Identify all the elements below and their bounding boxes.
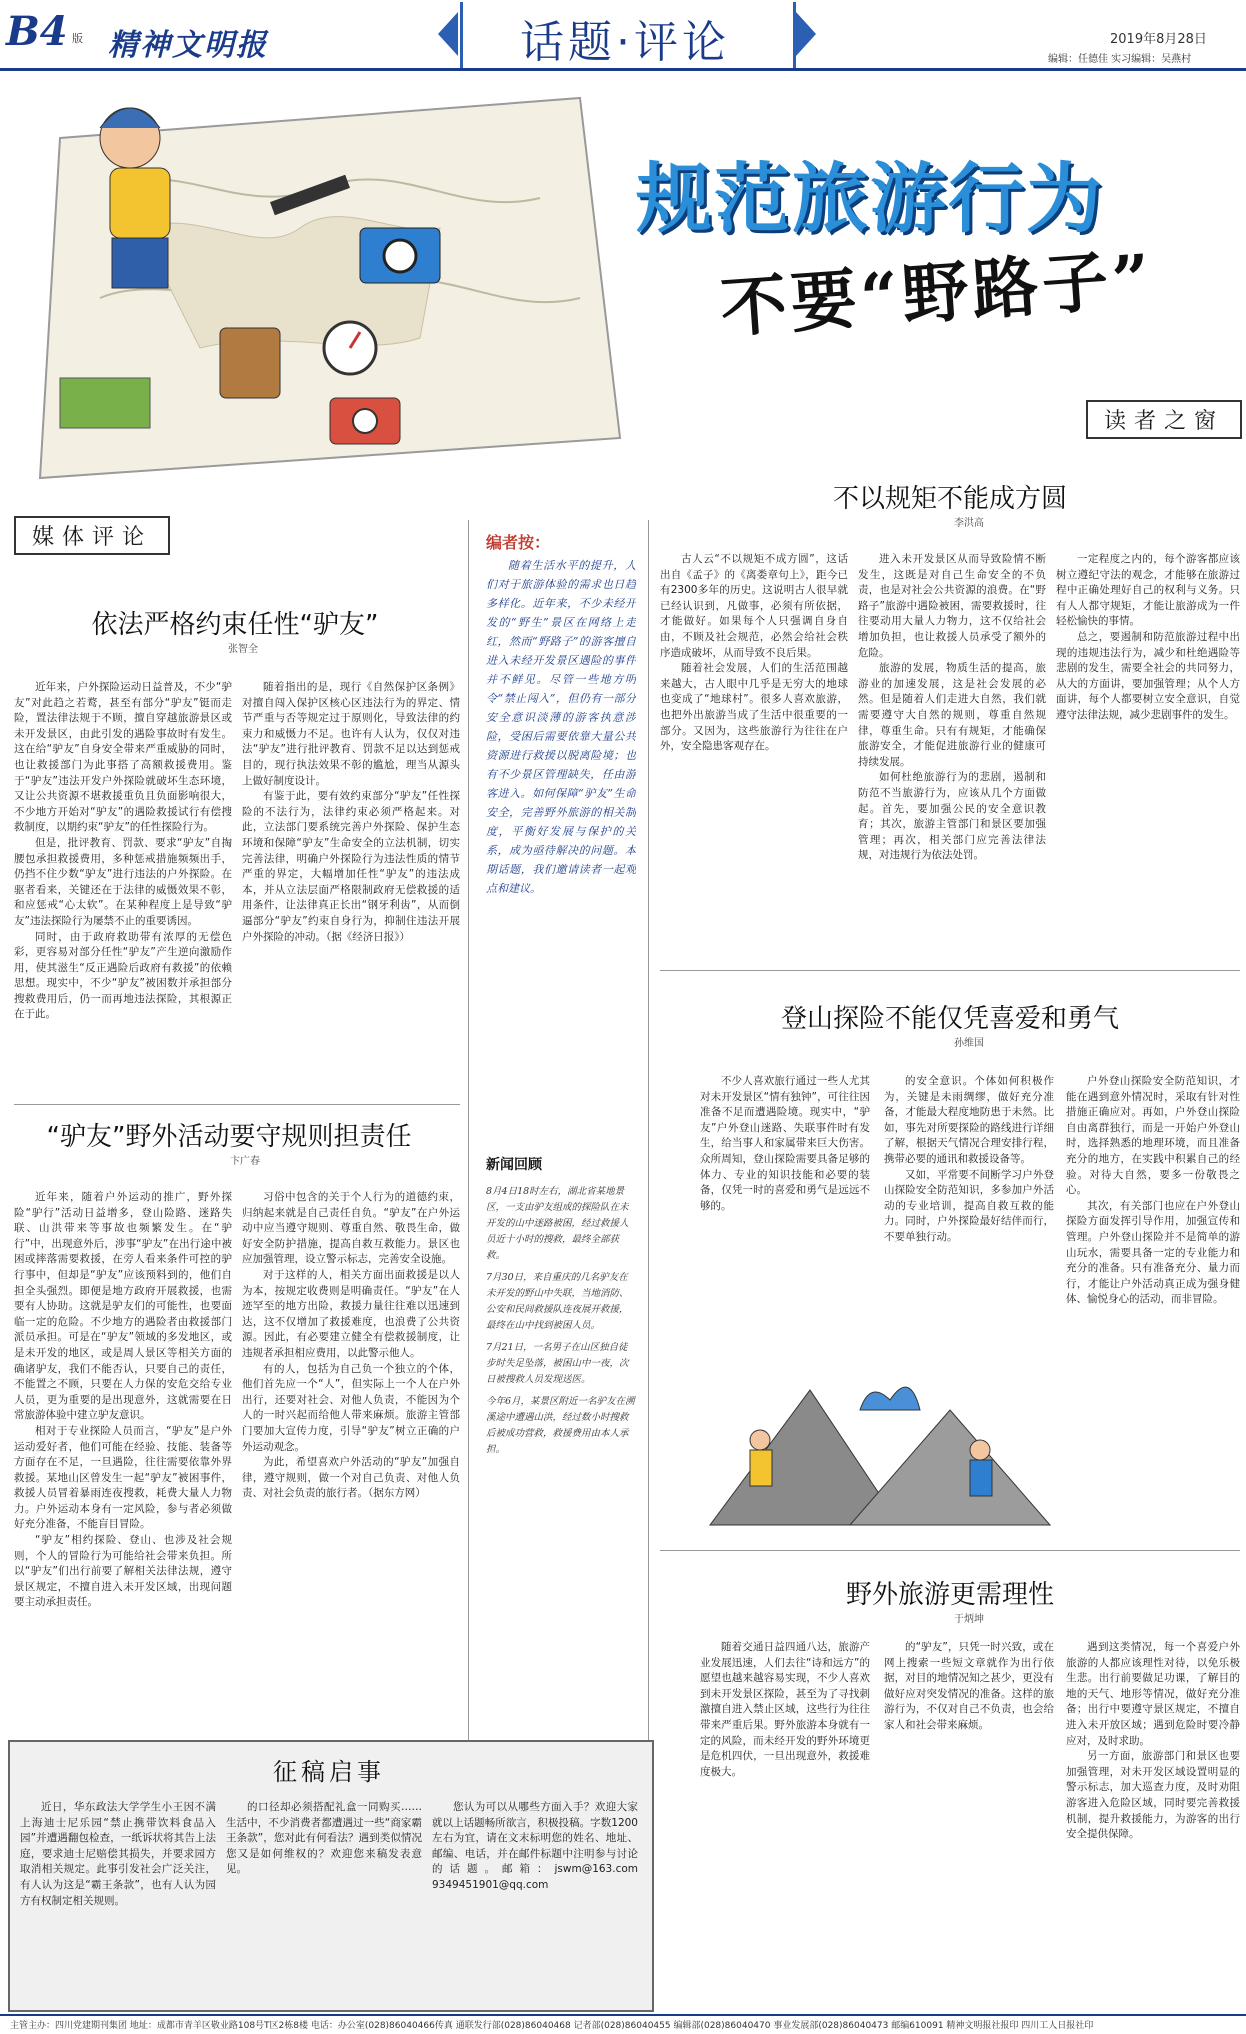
media-review-label: 媒体评论 (14, 516, 170, 555)
article5-column-2 (884, 1640, 1054, 2000)
paragraph: 随着社会发展，人们的生活范围越来越大，古人眼中几乎是无穷大的地球也变成了“地球村”。很多人喜欢旅游，也把外出旅游当成了生活中很重要的一部分。又因为，这些旅游行为往往在户外，安全隐患客观存在。 (660, 662, 848, 753)
banner-arrow-left (438, 12, 458, 56)
divider (660, 1550, 1240, 1551)
article1-title: 依法严格约束任性“驴友” (91, 610, 379, 640)
article1-author: 张智全 (228, 644, 258, 655)
article4-column-2 (884, 1074, 1054, 1344)
paragraph: 的安全意识。个体如何积极作为，关键是未雨绸缪，做好充分准备，才能最大程度地防患于未然。比如，事先对所要探险的路线进行详细了解，根据天气情况合理安排行程，携带必要的通讯和救援设备等。 (884, 1075, 1054, 1165)
paragraph: 如何杜绝旅游行为的悲剧，遏制和防范不当旅游行为，应该从几个方面做起。首先，要加强公民的安全意识教育；其次，旅游主管部门和景区要加强管理；再次，相关部门应完善法律法规，对违规行为依法处罚。 (858, 771, 1046, 862)
paragraph: 习俗中包含的关于个人行为的道德约束，归纳起来就是自己责任自负。“驴友”在户外运动中应当遵守规则、尊重自然、敬畏生命，做好安全防护措施，提高自救互救能力。景区也应加强管理，设立警示标志，完善安全设施。 (242, 1191, 460, 1266)
article1-column-left (14, 680, 232, 1098)
divider (660, 970, 1240, 971)
paragraph: 总之，要遏制和防范旅游过程中出现的违规违法行为，减少和杜绝遇险等悲剧的发生，需要全社会的共同努力，从大的方面讲，要加强管理；从个人方面讲，每个人都要树立安全意识，自觉遵守法律法规，减少悲剧事件的发生。 (1056, 630, 1240, 721)
banner-arrow-right (796, 12, 816, 56)
article4-column-3 (1066, 1074, 1240, 1544)
paragraph: 对于这样的人，相关方面出面救援是以人为本，按规定收费则是明确责任。“驴友”在人迹罕至的地方出险，救援力量往往难以迅速到达，这不仅增加了救援难度，也浪费了公共资源。因此，有必要建立健全有偿救援制度，让违规者承担相应费用，以此警示他人。 (242, 1268, 460, 1359)
call-column-3 (432, 1800, 638, 2000)
call-title: 征稿启事 (273, 1758, 385, 1786)
call-column-1 (20, 1800, 216, 2000)
article5-author: 于炳坤 (954, 1614, 984, 1625)
article2-column-left (14, 1190, 232, 1810)
footer-rule (0, 2014, 1246, 2016)
paragraph: “驴友”相约探险、登山、也涉及社会规则，个人的冒险行为可能给社会带来负担。所以“驴友”们出行前要了解相关法律法规，遵守景区规定，不擅自进入未开发区域，出现问题要主动承担责任。 (14, 1534, 232, 1609)
news-flash-label: 新闻回顾 (486, 1157, 542, 1173)
divider (468, 520, 469, 1810)
article3-author: 李洪高 (954, 518, 984, 529)
article3-column-2 (858, 552, 1046, 962)
paragraph: 户外登山探险安全防范知识，才能在遇到意外情况时，采取有针对性措施正确应对。再如，户外登山探险自由离群独行，而是一开始户外登山时，选择熟悉的地理环境，而且准备充分的地方，在实践中积累自己的经验。对待大自然，要多一份敬畏之心。 (1066, 1075, 1240, 1197)
article2-title: “驴友”野外活动要守规则担责任 (46, 1122, 412, 1152)
paragraph: 为此，希望喜欢户外活动的“驴友”加强自律，遵守规则，做一个对自己负责、对他人负责、对社会负责的旅行者。（据东方网） (242, 1456, 460, 1500)
section-title: 话题·评论 (520, 17, 730, 68)
article5-column-1 (700, 1640, 870, 2000)
divider (14, 1104, 460, 1105)
article2-author: 卞广春 (230, 1156, 260, 1167)
feature-subtitle: 不要“野路子” (718, 238, 1157, 348)
paragraph: 的“驴友”，只凭一时兴致，或在网上搜索一些短文章就作为出行依据，对目的地情况知之甚少，更没有做好应对突发情况的准备。这样的旅游行为，不仅对自己不负责，也会给家人和社会带来麻烦。 (884, 1641, 1054, 1731)
page-suffix: 版 (72, 32, 83, 45)
news-flash-item: 8月4日18时左右，湖北省某地景区，一支由驴友组成的探险队在未开发的山中迷路被困，经过救援人员近十小时的搜救，最终全部获救。 (486, 1186, 629, 1261)
page-number: B4 (6, 8, 68, 55)
call-column-2 (226, 1800, 422, 2000)
editor-note-text: 随着生活水平的提升，人们对于旅游体验的需求也日趋多样化。近年来，不少未经开发的“野生”景区在网络上走红，然而“野路子”的游客擅自进入未经开发景区遇险的事件并不鲜见。尽管一些地方明令“禁止闯入”，但仍有一部分安全意识淡薄的游客执意涉险，受困后需要依靠大量公共资源进行救援以脱离险境；也有不少景区管理缺失，任由游客进入。如何保障“驴友”生命安全，完善野外旅游的相关制度，平衡好发展与保护的关系，成为亟待解决的问题。本期话题，我们邀请读者一起观点和建议。 (486, 559, 636, 895)
paper-name: 精神文明报 (108, 28, 268, 63)
paragraph: 随着指出的是，现行《自然保护区条例》对擅自闯入保护区核心区违法行为的界定、情节严重与否等规定过于原则化，导致法律的约束力和威慑力不足。也许有人认为，仅仅对违法“驴友”进行批评教育、罚款不足以达到惩戒目的，现行执法效果不彰的尴尬，理当从源头上做好制度设计。 (242, 681, 460, 787)
paragraph: 近日，华东政法大学学生小王因不满上海迪士尼乐园“禁止携带饮料食品入园”并遭遇翻包检查，一纸诉状将其告上法庭，要求迪士尼赔偿其损失，并要求园方取消相关规定。此事引发社会广泛关注，有人认为这是“霸王条款”，也有人认为园方有权制定相关规则。 (20, 1801, 216, 1907)
paragraph: 另一方面，旅游部门和景区也要加强管理，对未开发区域设置明显的警示标志，加大巡查力度，及时劝阻游客进入危险区域，同时要完善救援机制，提升救援能力，为游客的出行安全提供保障。 (1066, 1750, 1240, 1841)
article4-title: 登山探险不能仅凭喜爱和勇气 (780, 1004, 1119, 1034)
divider (648, 520, 649, 1810)
page-footer: 主管主办：四川党建期刊集团 地址：成都市青羊区敬业路108号T区2栋8楼 电话：办公室(028)86040466传真 通联发行部(028)86040468 记者部(028)86040455 编辑部(028)86040470 事业发展部(028)86040473 邮编610091 精神文明报社报印 四川工人日报社印 (10, 2021, 1094, 2031)
paragraph: 旅游的发展，物质生活的提高，旅游业的加速发展，这是社会发展的必然。但是随着人们走进大自然，我们就需要遵守大自然的规则，尊重自然规律，尊重生命。只有有规矩，才能确保旅游安全，才能促进旅游行业的健康可持续发展。 (858, 662, 1046, 768)
article3-title: 不以规矩不能成方圆 (832, 484, 1067, 514)
header-editors: 编辑：任德佳 实习编辑：吴燕村 (1048, 54, 1192, 65)
paragraph: 的口径却必须搭配礼盒一同购买……生活中，不少消费者都遭遇过一些“商家霸王条款”，您对此有何看法？遇到类似情况您又是如何维权的？欢迎您来稿发表意见。 (226, 1801, 422, 1876)
paragraph: 又如，平常要不间断学习户外登山探险安全防范知识，多参加户外活动的专业培训，提高自救互救的能力。同时，户外探险最好结伴而行，不要单独行动。 (884, 1168, 1054, 1243)
paragraph: 相对于专业探险人员而言，“驴友”是户外运动爱好者，他们可能在经验、技能、装备等方面存在不足，一旦遇险，往往需要依靠外界救援。某地山区曾发生一起“驴友”被困事件，救援人员冒着暴雨连夜搜救，耗费大量人力物力。户外运动本身有一定风险，参与者必须做好充分准备，不能盲目冒险。 (14, 1424, 232, 1531)
paragraph: 一定程度之内的，每个游客都应该树立遵纪守法的观念，才能够在旅游过程中正确处理好自己的权利与义务。只有人人都守规矩，才能让旅游成为一件轻松愉快的事情。 (1056, 553, 1240, 628)
reader-window-label: 读者之窗 (1086, 400, 1242, 439)
article4-column-1 (700, 1074, 870, 1344)
article3-column-1 (660, 552, 848, 962)
paragraph: 古人云“不以规矩不成方圆”，这话出自《孟子》的《离娄章句上》，距今已有2300多年的历史。这说明古人很早就已经认识到，凡做事，必须有所依据，才能做好。如果每个人只强调自身自由，不顾及社会规范，必然会给社会秩序造成破坏，从而导致不良后果。 (660, 553, 848, 659)
paragraph: 遇到这类情况，每一个喜爱户外旅游的人都应该理性对待，以免乐极生悲。出行前要做足功课，了解目的地的天气、地形等情况，做好充分准备；出行中要遵守景区规定，不擅自进入未开放区域；遇到危险时要冷静应对，及时求助。 (1066, 1641, 1240, 1747)
article5-column-3 (1066, 1640, 1240, 2000)
news-flash-item: 今年6月，某景区附近一名驴友在溯溪途中遭遇山洪，经过数小时搜救后被成功营救，救援费用由本人承担。 (486, 1396, 635, 1455)
editor-note-label: 编者按： (486, 533, 551, 552)
header-rule (0, 68, 1246, 71)
paragraph: 近年来，户外探险运动日益普及，不少“驴友”对此趋之若鹜，甚至有部分“驴友”铤而走险，置法律法规于不顾，擅自穿越旅游景区或未开发景区，由此引发的遇险事故时有发生。这在给“驴友”自身安全带来严重威胁的同时，也让救援部门为此事搭了高额救援费用。鉴于“驴友”违法开发户外探险就破坏生态环境，又让公共资源不堪救援重负且负面影响很大，不少地方开始对“驴友”的遇险救援试行有偿搜救制度，以期约束“驴友”的任性探险行为。 (14, 681, 232, 834)
paragraph: 有鉴于此，要有效约束部分“驴友”任性探险的不法行为，法律约束必须严格起来。对此，立法部门要系统完善户外探险、保护生态环境和保障“驴友”生命安全的立法机制，切实完善法律，明确户外探险行为违法性质的情节严重的界定，大幅增加任性“驴友”的违法成本，并从立法层面严格限制政府无偿救援的适用条件，让法律真正长出“钢牙利齿”，从而倒逼部分“驴友”约束自身行为，抑制住违法开展户外探险的冲动。（据《经济日报》） (242, 790, 460, 943)
paragraph: 其次，有关部门也应在户外登山探险方面发挥引导作用，加强宣传和管理。户外登山探险并不是简单的游山玩水，需要具备一定的专业能力和充分的准备。只有准备充分、量力而行，才能让户外活动真正成为强身健体、愉悦身心的活动，而非冒险。 (1066, 1199, 1240, 1306)
article1-column-right (242, 680, 460, 1098)
paragraph: 近年来，随着户外运动的推广，野外探险“驴行”活动日益增多，登山险路、迷路失联、山洪带来等事故也频繁发生。在“驴行”中，出现意外后，涉事“驴友”在出行途中被困或摔落需要救援，在旁人看来条件可控的驴行事中，但却是“驴友”应该预料到的，他们自担全头强烈。即便是地方政府开展救援，也需要有人协助。这就是驴友们的可能性，也要面临一定的危险。不少地方的遇险者由救援部门派员承担。可是在“驴友”领域的多发地区，或是未开发的地区，或是周人景区等相关方面的确诸驴友，我们不能否认，只要自己的责任，不能置之不顾，只要在人力保的安危交给专业人员，更为重要的是出现意外，这就需要在日常旅游体验中建立驴友意识。 (14, 1191, 232, 1422)
article5-title: 野外旅游更需理性 (845, 1580, 1054, 1610)
hiking-illustration (700, 1350, 1056, 1530)
feature-illustration (20, 78, 640, 498)
paragraph: 随着交通日益四通八达，旅游产业发展迅速，人们去往“诗和远方”的愿望也越来越容易实现，不少人喜欢到未开发景区探险，甚至为了寻找刺激擅自进入禁止区域，这些行为往往带来严重后果。野外旅游本身就有一定的风险，而未经开发的野外环境更是危机四伏，一旦出现意外，救援难度极大。 (700, 1641, 870, 1778)
article3-column-3 (1056, 552, 1240, 962)
paragraph: 进入未开发景区从而导致险情不断发生，这既是对自己生命安全的不负责，也是对社会公共资源的浪费。在“野路子”旅游中遇险被困，需要救援时，往往要动用大量人力物力，这不仅给社会增加负担，也让救援人员承受了额外的危险。 (858, 553, 1046, 659)
paragraph: 但是，批评教育、罚款、要求“驴友”自掏腰包承担救援费用，多种惩戒措施频频出手，仍挡不住少数“驴友”进行违法的户外探险。在驱者看来，关键还在于法律的威慑效果不彰，和应惩戒“心太软”。在某种程度上是导致“驴友”违法探险行为屡禁不止的重要诱因。 (14, 836, 232, 927)
paragraph: 您认为可以从哪些方面入手？欢迎大家就以上话题畅所欲言，积极投稿。字数1200左右为宜，请在文末标明您的姓名、地址、邮编、电话，并在邮件标题中注明参与讨论的话题。邮箱：jswm@163.com 9349451901@qq.com (432, 1801, 638, 1891)
article2-column-right (242, 1190, 460, 1810)
news-flash-item: 7月30日，来自重庆的几名驴友在未开发的野山中失联，当地消防、公安和民间救援队连夜展开救援，最终在山中找到被困人员。 (486, 1272, 629, 1331)
article4-author: 孙维国 (954, 1038, 984, 1049)
news-flash-item: 7月21日，一名男子在山区独自徒步时失足坠落，被困山中一夜，次日被搜救人员发现送医。 (486, 1342, 629, 1385)
paragraph: 同时，由于政府救助带有浓厚的无偿色彩，更容易对部分任性“驴友”产生逆向激励作用，使其滋生“反正遇险后政府有救援”的依赖思想。现实中，不少“驴友”被困数并承担部分搜救费用后，仍一而再地违法探险，其根源正在于此。 (14, 930, 232, 1021)
news-flash-list (486, 1184, 636, 1704)
paragraph: 不少人喜欢旅行通过一些人尤其对未开发景区“情有独钟”，可往往因准备不足而遭遇险境。现实中，“驴友”户外登山迷路、失联事件时有发生，给当事人和家属带来巨大伤害。众所周知，登山探险需要具备足够的体力、专业的知识技能和必要的装备，仅凭一时的喜爱和勇气是远远不够的。 (700, 1075, 870, 1212)
paragraph: 有的人，包括为自己负一个独立的个体，他们首先应一个“人”，但实际上一个人在户外出行，还要对社会、对他人负责，不能因为个人的一时兴起而给他人带来麻烦。旅游主管部门要加大宣传力度，引导“驴友”树立正确的户外运动观念。 (242, 1362, 460, 1453)
page-header (0, 0, 1246, 70)
feature-title: 规范旅游行为 (636, 154, 1104, 243)
header-date: 2019年8月28日 (1110, 32, 1207, 47)
